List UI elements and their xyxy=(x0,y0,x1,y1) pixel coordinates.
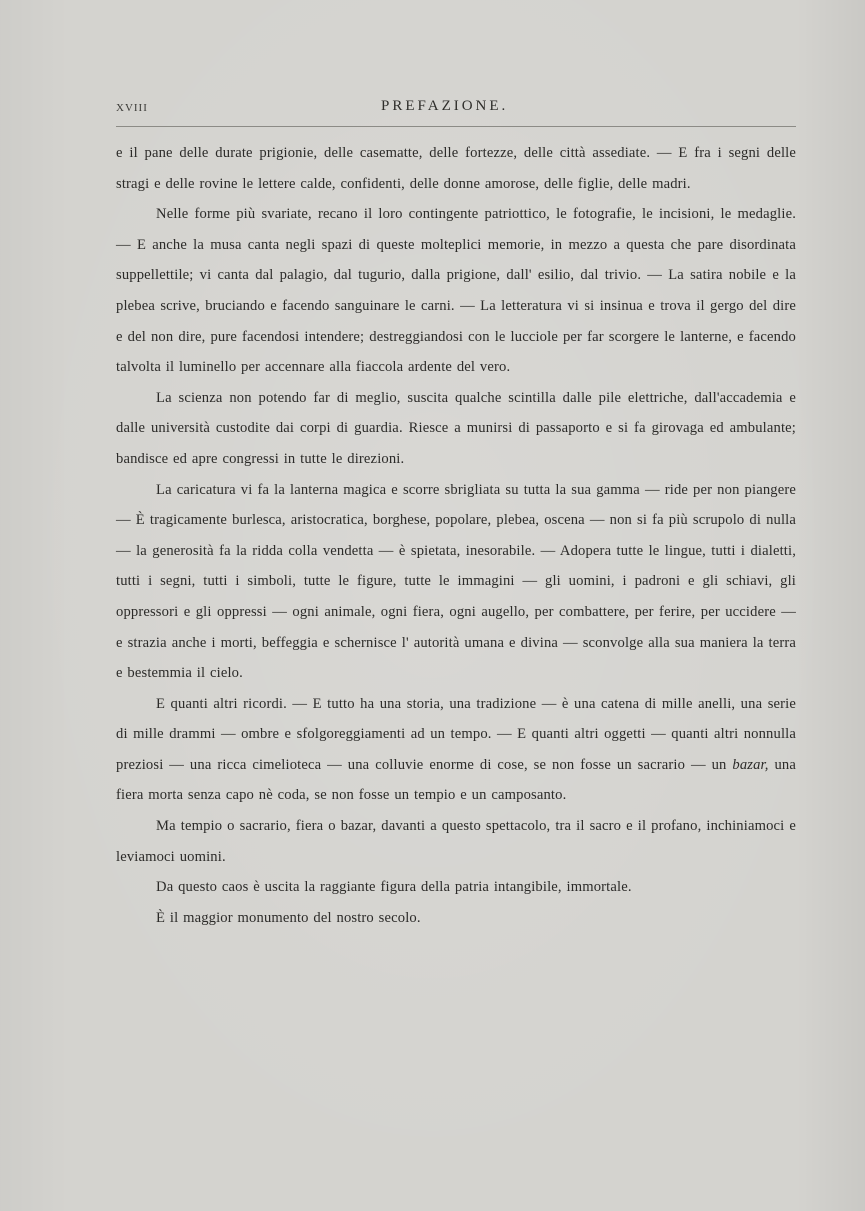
header-rule xyxy=(116,126,796,127)
paragraph: Ma tempio o sacrario, fiera o bazar, davanti a questo spettacolo, tra il sacro e il profano, inchiniamoci e leviamoci uomini. xyxy=(116,818,796,865)
paragraph: La scienza non potendo far di meglio, suscita qualche scintilla dalle pile elettriche, dall'accademia e dalle università custodite dai corpi di guardia. Riesce a munirsi di passaporto e si fa girovaga ed ambulante; bandisce ed apre congressi in tutte le direzioni. xyxy=(116,389,796,467)
page-header xyxy=(116,96,796,126)
paragraph xyxy=(116,689,796,811)
paragraph: Nelle forme più svariate, recano il loro contingente patriottico, le fotografie, le incisioni, le medaglie. — E anche la musa canta negli spazi di queste molteplici memorie, in mezzo a questa che pare disordinata suppellettile; vi canta dal palagio, dal tugurio, dalla prigione, dall' esilio, dal trivio. — La satira nobile e la plebea scrive, bruciando e facendo sanguinare le carni. — La letteratura vi si insinua e trova il gergo del dire e del non dire, pure facendosi intendere; destreggiandosi con le lucciole per far scorgere le lanterne, e facendo talvolta il luminello per accennare alla fiaccola ardente del vero. xyxy=(116,206,796,376)
paragraph: Da questo caos è uscita la raggiante figura della patria intangibile, immortale. xyxy=(156,879,632,896)
italic-word: bazar, xyxy=(732,756,769,773)
paragraph: È il maggior monumento del nostro secolo. xyxy=(156,909,421,926)
running-title: PREFAZIONE. xyxy=(381,98,509,114)
paragraph: La caricatura vi fa la lanterna magica e scorre sbrigliata su tutta la sua gamma — ride per non piangere — È tragicamente burlesca, aristocratica, borghese, popolare, plebea, oscena — non si fa più scrupolo di nulla — la generosità fa la ridda colla vendetta — è spietata, inesorabile. — Adopera tutte le lingue, tutti i dialetti, tutti i segni, tutti i simboli, tutte le figure, tutte le immagini — gli uomini, i padroni e gli schiavi, gli oppressori e gli oppressi — ogni animale, ogni fiera, ogni augello, per combattere, per ferire, per uccidere — e strazia anche i morti, beffeggia e schernisce l' autorità umana e divina — sconvolge alla sua maniera la terra e bestemmia il cielo. xyxy=(116,481,796,682)
paragraph-text: E quanti altri ricordi. — E tutto ha una storia, una tradizione — è una catena di mille anelli, una serie di mille drammi — ombre e sfolgoreggiamenti ad un tempo. — E quanti altri oggetti — quanti altri nonnulla preziosi — una ricca cimelioteca — una colluvie enorme di cose, se non fosse un sacrario — un xyxy=(116,695,796,773)
paragraph: e il pane delle durate prigionie, delle casematte, delle fortezze, delle città assediate. — E fra i segni delle stragi e delle rovine le lettere calde, confidenti, delle donne amorose, delle figlie, delle madri. xyxy=(116,145,796,192)
body-text xyxy=(116,138,796,933)
paragraph-text: una fiera morta senza capo nè coda, se non fosse un tempio e un camposanto. xyxy=(116,756,796,804)
page-number: XVIII xyxy=(116,102,148,114)
